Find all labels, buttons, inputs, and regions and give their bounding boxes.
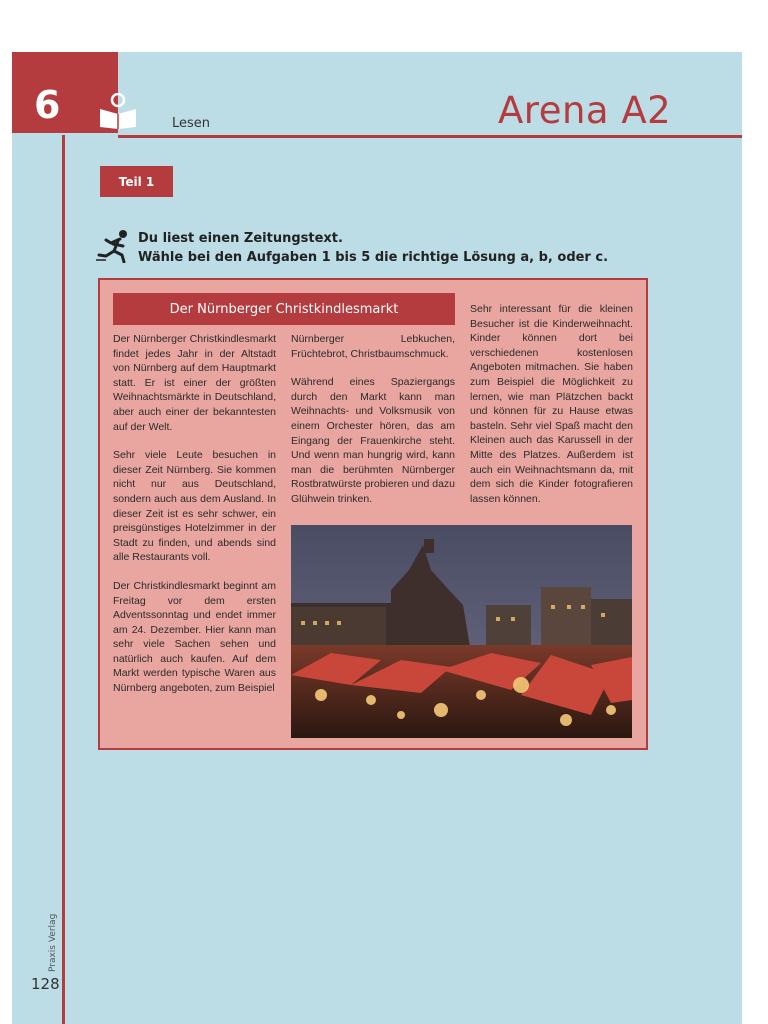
header-rule <box>118 135 742 138</box>
article-column-2 <box>291 332 455 521</box>
article-paragraph: Der Nürnberger Christkindlesmarkt findet jedes Jahr in der Altstadt von Nürnberg auf dem Hauptmarkt statt. Er ist einer der größten Weihnachtsmärkte in Deutschland, aber auch einer der bekanntesten auf der Welt. <box>113 333 276 433</box>
chapter-number: 6 <box>34 83 61 127</box>
article-paragraph: Während eines Spaziergangs durch den Markt kann man Weihnachts- und Volksmusik von einem Orchester hören, das am Eingang der Frauenkirche steht. Und wenn man hungrig wird, kann man die berühmten Nürnberger Rostbratwürste probieren und dazu Glühwein trinken. <box>291 376 456 505</box>
christmas-market-photo <box>291 525 632 738</box>
page-number: 128 <box>31 975 60 993</box>
instruction-line-2: Wähle bei den Aufgaben 1 bis 5 die richtige Lösung a, b, oder c. <box>138 250 609 265</box>
runner-icon <box>96 229 132 263</box>
book-reader-icon <box>98 93 138 129</box>
article-column-1 <box>113 332 276 710</box>
instruction-line-1: Du liest einen Zeitungstext. <box>138 231 343 246</box>
publisher-credit: Praxis Verlag <box>48 913 58 972</box>
part-badge: Teil 1 <box>100 166 173 197</box>
article-headline: Der Nürnberger Christkindlesmarkt <box>113 293 455 325</box>
section-label: Lesen <box>172 116 211 131</box>
article-paragraph: Sehr interessant für die kleinen Besucher ist die Kinderweihnacht. Kinder können dort bei verschiedenen kostenlosen Angeboten mitmachen. Sie haben zum Beispiel die Möglichkeit zu lernen, wie man Plätzchen backt und können für zu Hause etwas basteln. Sehr viel Spaß macht den Kleinen auch das Karussell in der Mitte des Platzes. Außerdem ist auch ein Weihnachtsmann da, mit dem sich die Kinder fotografieren lassen können. <box>470 303 633 505</box>
article-column-3 <box>470 302 633 520</box>
article-paragraph: Sehr viele Leute besuchen in dieser Zeit Nürnberg. Sie kommen nicht nur aus Deutschland, sondern auch aus dem Ausland. In dieser Zeit ist es sehr schwer, ein preisgünstiges Hotelzimmer in der Stadt zu finden, und abends sind alle Restaurants voll. <box>113 449 276 564</box>
margin-rule <box>62 135 65 1024</box>
article-paragraph: Nürnberger Lebkuchen, Früchtebrot, Christbaumschmuck. <box>291 333 455 360</box>
article-paragraph: Der Christkindlesmarkt beginnt am Freitag vor dem ersten Adventssonntag und endet immer am 24. Dezember. Hier kann man sehr viele Sachen sehen und natürlich auch kaufen. Auf dem Markt werden typische Waren aus Nürnberg angeboten, zum Beispiel <box>113 579 276 695</box>
brand-title: Arena A2 <box>498 89 672 132</box>
